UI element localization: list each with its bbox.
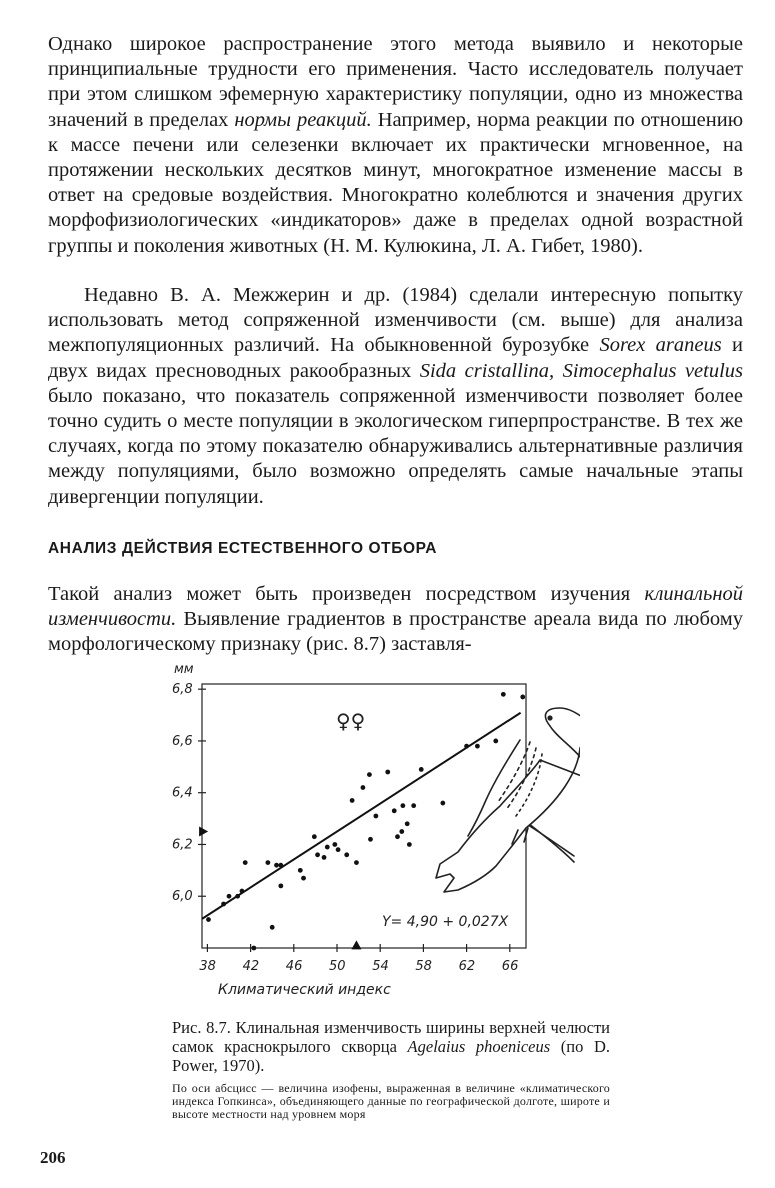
paragraph-2-text-c: было показано, что показатель сопряженной изменчивости позволяет более точно судить о месте популяции в экологическом гиперпространстве. В тех же случаях, когда по этому показателю обнаруживались альтернативные различия между популяциями, было возможно определять самые начальные этапы дивергенции популяции. (48, 384, 743, 508)
y-tick-label: 6,4 (172, 785, 193, 801)
data-point (227, 894, 232, 899)
data-point (344, 852, 349, 857)
female-symbol: ♀♀ (336, 709, 366, 733)
data-point (278, 883, 283, 888)
term-norm-of-reaction: нормы реакций. (234, 108, 372, 131)
x-axis-label: Климатический индекс (218, 982, 391, 998)
data-point (312, 834, 317, 839)
data-point (361, 785, 366, 790)
figure-caption (172, 1018, 610, 1075)
data-point (385, 770, 390, 775)
paragraph-1 (48, 32, 743, 259)
species-crustaceans: Sida cristallina, Simocephalus vetulus (419, 359, 744, 382)
data-point (206, 917, 211, 922)
x-tick-label: 38 (199, 959, 216, 974)
data-point (440, 801, 445, 806)
data-point (315, 852, 320, 857)
paragraph-3-text: Такой анализ может быть произведен посредством изучения (48, 583, 631, 605)
triangle-marker (199, 827, 208, 837)
caption-species: Agelaius phoeniceus (407, 1037, 551, 1056)
data-point (373, 814, 378, 819)
y-tick-label: 6,0 (172, 889, 193, 905)
paragraph-3 (48, 582, 743, 658)
x-tick-label: 62 (458, 959, 476, 974)
x-tick-label: 54 (372, 959, 389, 974)
caption-source: (по D. Power, 1970). (172, 1037, 611, 1075)
data-point (399, 829, 404, 834)
y-tick-label: 6,6 (172, 733, 193, 749)
data-point (475, 744, 480, 749)
data-point (221, 902, 226, 907)
triangle-marker (351, 940, 361, 949)
x-tick-label: 66 (501, 959, 519, 974)
data-point (332, 842, 337, 847)
regression-line (202, 713, 521, 919)
data-point (240, 889, 245, 894)
caption-note: По оси абсцисс — величина изофены, выраженная в величине «климатического индекса Гопкинса», объединяющего данные по географической долготе, широте и высоте местности над уровнем моря (172, 1081, 610, 1121)
species-sorex: Sorex araneus (599, 334, 722, 357)
data-point (278, 863, 283, 868)
data-point (392, 808, 397, 813)
data-point (298, 868, 303, 873)
paragraph-2-text-b: и двух видах пресноводных ракообразных (48, 334, 744, 382)
paragraph-2-text: Недавно В. А. Межжерин и др. (1984) сделали интересную попытку использовать метод сопряженной изменчивости (см. выше) для анализа межпопуляционных различий. На обыкновенной бурозубке (48, 284, 743, 357)
section-heading: АНАЛИЗ ДЕЙСТВИЯ ЕСТЕСТВЕННОГО ОТБОРА (48, 540, 438, 557)
page-number: 206 (40, 1148, 66, 1167)
y-axis-label: мм (174, 662, 194, 677)
regression-equation: Y= 4,90 + 0,027X (382, 914, 509, 930)
y-ticks (172, 682, 206, 904)
x-tick-label: 42 (242, 959, 260, 974)
y-tick-label: 6,8 (172, 682, 193, 698)
data-point (322, 855, 327, 860)
data-points (206, 692, 525, 950)
data-point (251, 946, 256, 951)
data-point (493, 739, 498, 744)
caption-text: Рис. 8.7. Клинальная изменчивость ширины верхней челюсти самок краснокрылого скворца (172, 1018, 610, 1056)
data-point (411, 803, 416, 808)
data-point (400, 803, 405, 808)
data-point (301, 876, 306, 881)
data-point (395, 834, 400, 839)
data-point (501, 692, 506, 697)
data-point (368, 837, 373, 842)
data-point (265, 860, 270, 865)
data-point (270, 925, 275, 930)
data-point (243, 860, 248, 865)
clinal-scatter-chart (160, 660, 580, 1000)
data-point (419, 767, 424, 772)
term-clinal-variation: клинальной изменчивости. (48, 583, 743, 631)
data-point (325, 845, 330, 850)
data-point (235, 894, 240, 899)
data-point (350, 798, 355, 803)
paragraph-1-rest: Например, норма реакции по отношению к массе печени или селезенки включает их практически мгновенное, на протяжении нескольких десятков минут, многократное изменение массы в ответ на средовые воздействия. Многократно колеблются и значения других морфофизиологических «индикаторов» даже в пределах одной возрастной группы и поколения животных (Н. М. Кулюкина, Л. А. Гибет, 1980). (48, 108, 744, 257)
data-point (274, 863, 279, 868)
data-point (407, 842, 412, 847)
x-tick-label: 46 (285, 959, 303, 974)
x-tick-label: 58 (415, 959, 432, 974)
y-tick-label: 6,2 (172, 837, 193, 853)
data-point (336, 847, 341, 852)
paragraph-3-text-b: Выявление градиентов в пространстве ареала вида по любому морфологическому признаку (рис. 8.7) заставля- (48, 608, 743, 656)
bird-illustration (436, 708, 580, 892)
paragraph-2 (48, 283, 743, 510)
paragraph-1-text: Однако широкое распространение этого метода выявило и некоторые принципиальные трудности его применения. Часто исследователь получает при этом слишком эфемерную характеристику популяции, одно из множества значений в пределах (48, 33, 743, 131)
data-point (354, 860, 359, 865)
data-point (405, 821, 410, 826)
data-point (367, 772, 372, 777)
data-point (520, 695, 525, 700)
x-tick-label: 50 (329, 959, 346, 974)
data-point (464, 744, 469, 749)
